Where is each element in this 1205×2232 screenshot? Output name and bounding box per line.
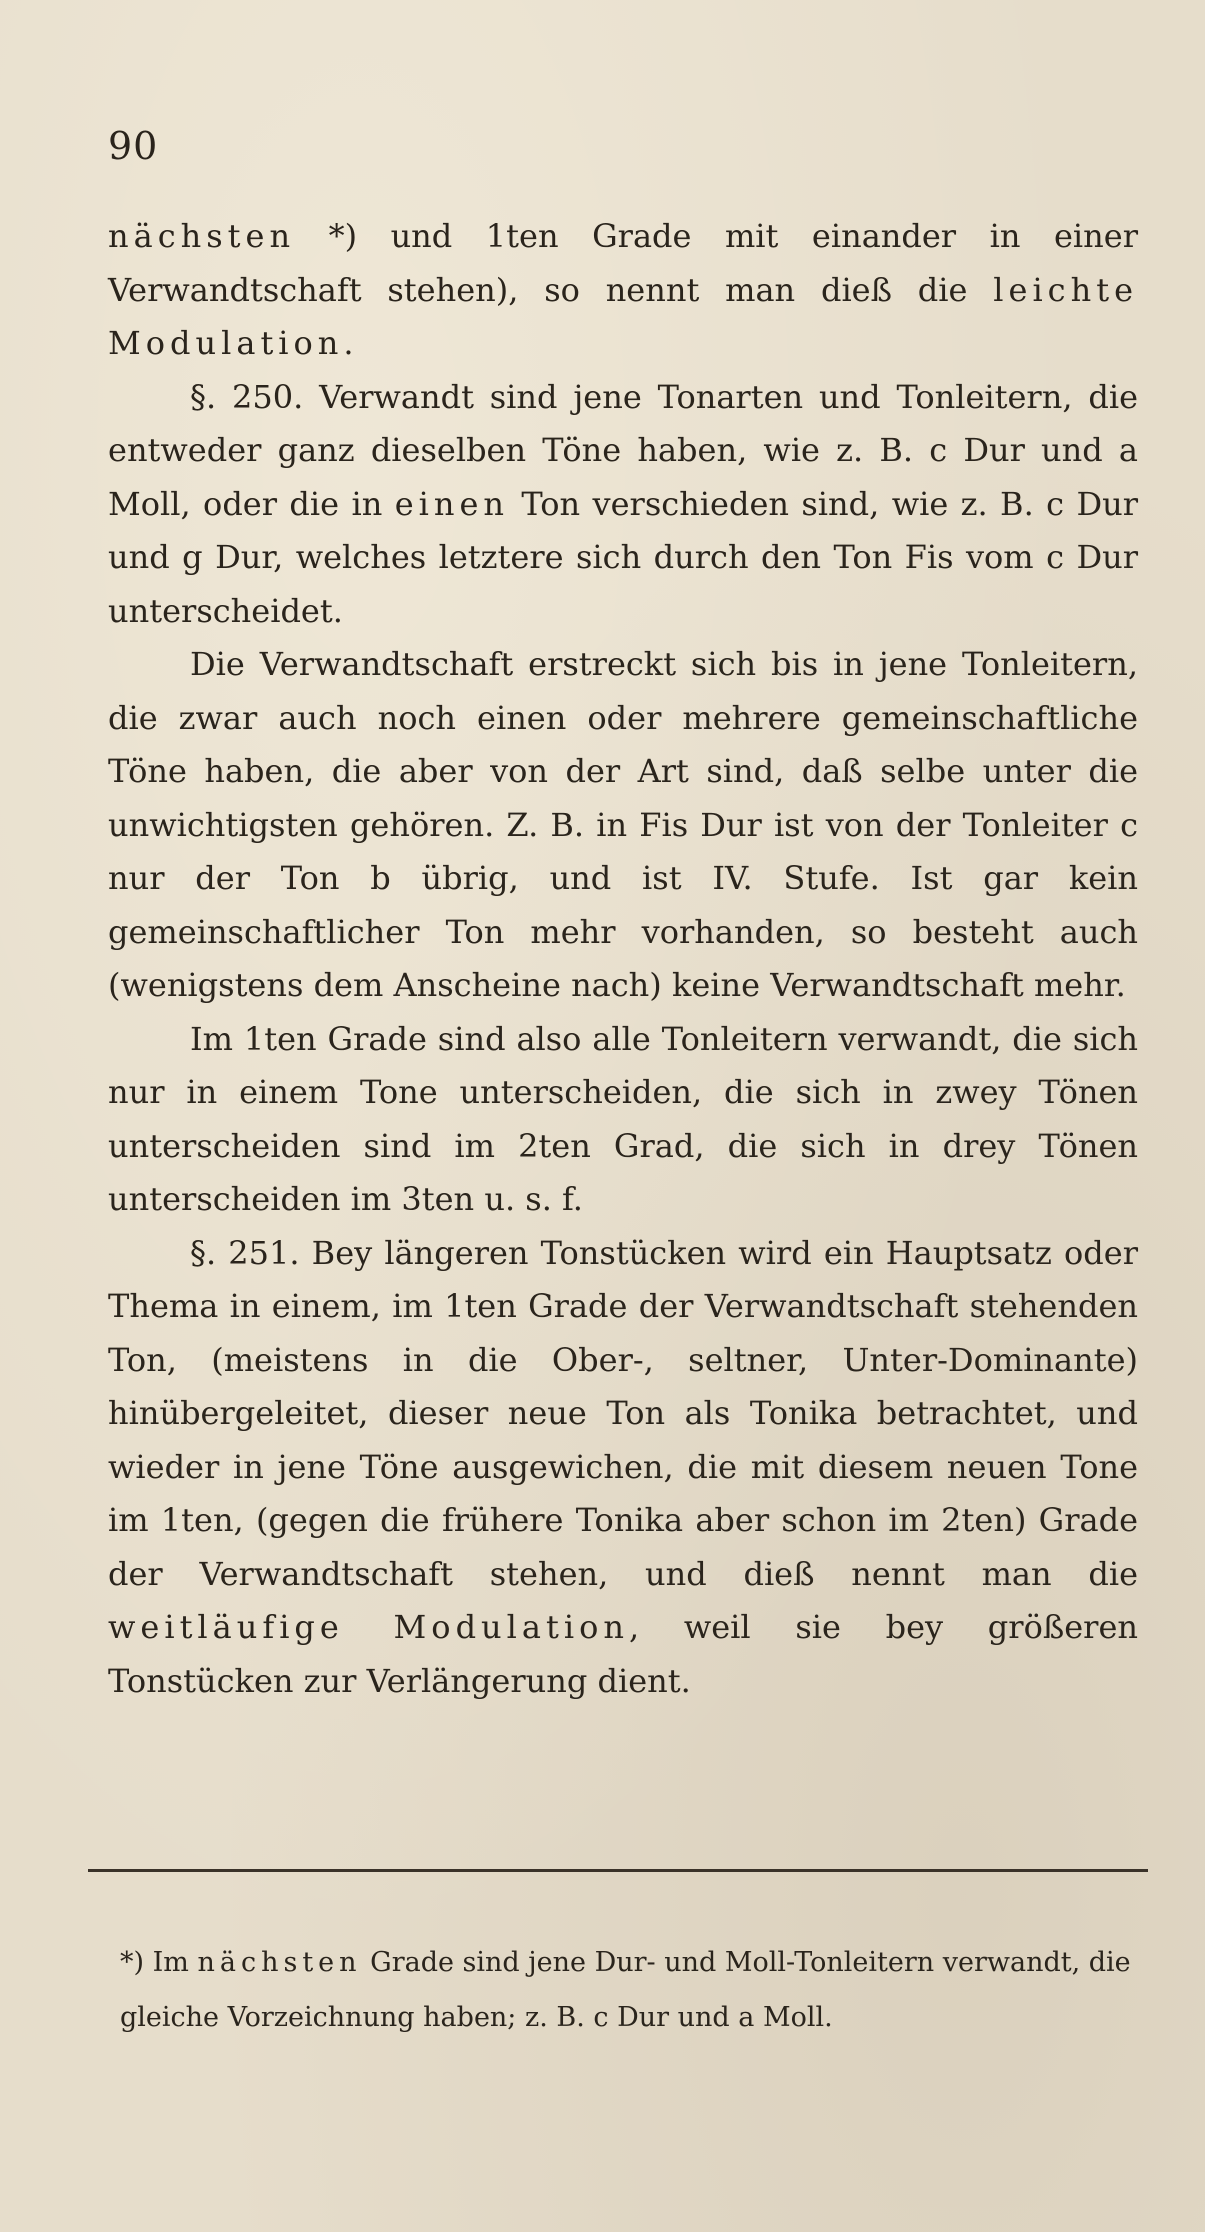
footnote-divider: [88, 1869, 1148, 1872]
text-run: *) Im: [120, 1947, 198, 1978]
emphasized-term: leichte Modulation: [108, 270, 1138, 362]
text-run: .: [343, 324, 354, 362]
text-run: §. 251. Bey längeren Tonstücken wird ein Hauptsatz oder Thema in einem, im 1ten Grade der Verwandtschaft stehenden Ton, (meistens in die Ober-, seltner, Unter-Dominante) hinübergeleitet, dieser neue Ton als Tonika betrachtet, und wieder in jene Töne ausgewichen, die mit diesem neuen Tone im 1ten, (gegen die frühere Tonika aber schon im 2ten) Grade der Verwandtschaft stehen, und dieß nennt man die: [108, 1233, 1138, 1593]
footnote: [120, 1935, 1150, 2045]
text-run: Ton verschieden sind, wie z. B. c Dur und g Dur, welches letztere sich durch den Ton Fis vom c Dur unterscheidet.: [108, 484, 1139, 630]
paragraph-section-250: [108, 371, 1138, 639]
text-run: Die Verwandtschaft erstreckt sich bis in jene Tonleitern, die zwar auch noch einen oder mehrere gemeinschaftliche Töne haben, die aber von der Art sind, daß selbe unter die unwichtigsten gehören. Z. B. in Fis Dur ist von der Tonleiter c nur der Ton b übrig, und ist IV. Stufe. Ist gar kein gemeinschaftlicher Ton mehr vorhanden, so besteht auch (wenigstens dem Anscheine nach) keine Verwandtschaft mehr.: [108, 645, 1138, 1004]
text-run: *) und 1ten Grade mit einander in einer Verwandtschaft stehen), so nennt man dieß die: [108, 217, 1138, 309]
emphasized-term: weitläufige Modulation: [108, 1608, 629, 1646]
text-run: Grade sind jene Dur- und Moll-Tonleitern verwandt, die gleiche Vorzeichnung haben; z. B. c Dur und a Moll.: [120, 1947, 1131, 2033]
text-run: §. 250. Verwandt sind jene Tonarten und Tonleitern, die entweder ganz dieselben Töne haben, wie z. B. c Dur und a Moll, oder die in: [108, 377, 1138, 523]
emphasized-word: nächsten: [108, 217, 296, 255]
text-run: Im 1ten Grade sind also alle Tonleitern verwandt, die sich nur in einem Tone unterscheiden, die sich in zwey Tönen unterscheiden sind im 2ten Grad, die sich in drey Tönen unterscheiden im 3ten u. s. f.: [108, 1019, 1138, 1218]
emphasized-word: nächsten: [197, 1947, 362, 1978]
paragraph-verwandtschaft: [108, 638, 1138, 1013]
text-run: , weil sie bey größeren Tonstücken zur Verlängerung dient.: [108, 1608, 1139, 1700]
paragraph-continuation: [108, 210, 1138, 371]
paragraph-grade: [108, 1013, 1138, 1227]
main-text: [108, 210, 1138, 1708]
page-number: 90: [108, 124, 159, 168]
paragraph-section-251: [108, 1227, 1138, 1709]
emphasized-word: einen: [394, 484, 510, 523]
